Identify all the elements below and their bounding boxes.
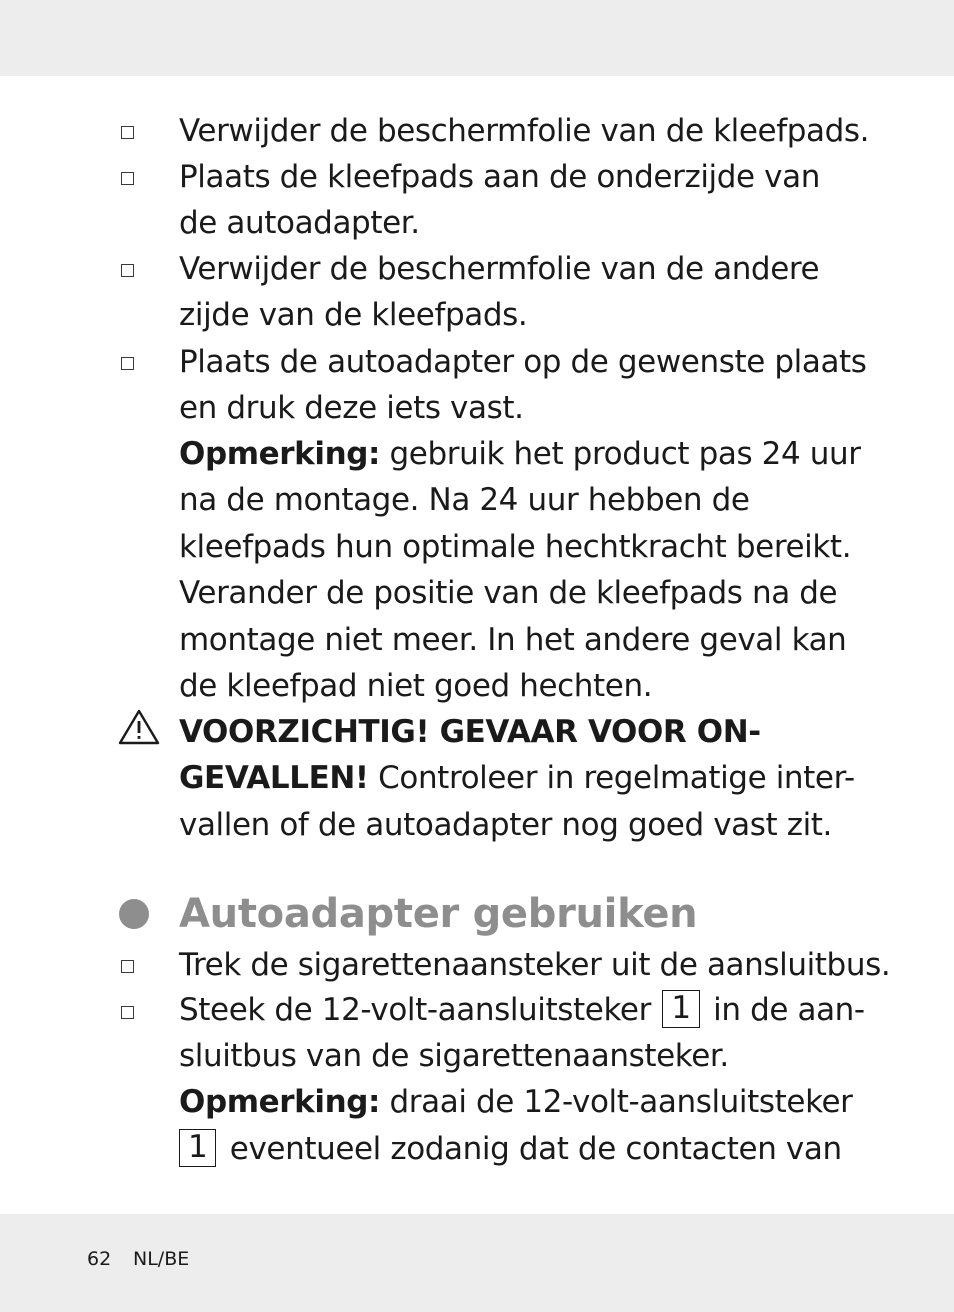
- checkbox-bullet-icon: [121, 960, 134, 973]
- step-text: Plaats de kleefpads aan de onderzijde van: [179, 159, 820, 195]
- note-line: de kleefpad niet goed hechten.: [179, 668, 653, 704]
- warning-line: vallen of de autoadapter nog goed vast zit.: [179, 807, 833, 843]
- page-number: 62: [87, 1248, 112, 1270]
- warning-text: Controleer in regelmatige inter-: [368, 760, 855, 796]
- language-code: NL/BE: [133, 1248, 190, 1270]
- note-line: Verander de positie van de kleefpads na de: [179, 575, 838, 611]
- note-line: [179, 1129, 842, 1169]
- checkbox-bullet-icon: [121, 264, 134, 277]
- note-line: [179, 434, 861, 474]
- step-text-end: in de aan-: [703, 992, 865, 1028]
- step-text: [179, 990, 865, 1030]
- warning-line: [179, 758, 855, 798]
- note-text: draai de 12-volt-aansluitsteker: [380, 1084, 853, 1120]
- top-band: [0, 0, 954, 76]
- section-heading: Autoadapter gebruiken: [179, 891, 698, 937]
- warning-triangle-icon: [118, 709, 160, 745]
- warning-title-end: GEVALLEN!: [179, 760, 369, 796]
- note-line: [179, 1082, 853, 1122]
- heading-bullet-icon: [119, 899, 149, 929]
- step-text-start: Steek de 12-volt-aansluitsteker: [179, 992, 661, 1028]
- part-reference-box: 1: [662, 990, 699, 1028]
- checkbox-bullet-icon: [121, 126, 134, 139]
- note-line: kleefpads hun optimale hechtkracht bereikt.: [179, 529, 852, 565]
- step-text: Verwijder de beschermfolie van de andere: [179, 251, 820, 287]
- step-text: Plaats de autoadapter op de gewenste plaats: [179, 344, 867, 380]
- note-text: gebruik het product pas 24 uur: [380, 436, 861, 472]
- checkbox-bullet-icon: [121, 172, 134, 185]
- checkbox-bullet-icon: [121, 357, 134, 370]
- step-text: en druk deze iets vast.: [179, 390, 524, 426]
- note-label: Opmerking:: [179, 436, 381, 472]
- warning-title: VOORZICHTIG! GEVAAR VOOR ON-: [179, 714, 761, 750]
- step-text: sluitbus van de sigarettenaansteker.: [179, 1038, 729, 1074]
- step-text: Trek de sigarettenaansteker uit de aansluitbus.: [179, 947, 891, 983]
- step-text: Verwijder de beschermfolie van de kleefpads.: [179, 113, 870, 149]
- checkbox-bullet-icon: [121, 1006, 134, 1019]
- part-reference-box: 1: [179, 1129, 216, 1167]
- note-label: Opmerking:: [179, 1084, 381, 1120]
- note-line: montage niet meer. In het andere geval kan: [179, 622, 847, 658]
- note-text: eventueel zodanig dat de contacten van: [220, 1131, 842, 1167]
- note-line: na de montage. Na 24 uur hebben de: [179, 482, 750, 518]
- step-text: zijde van de kleefpads.: [179, 297, 528, 333]
- step-text: de autoadapter.: [179, 205, 420, 241]
